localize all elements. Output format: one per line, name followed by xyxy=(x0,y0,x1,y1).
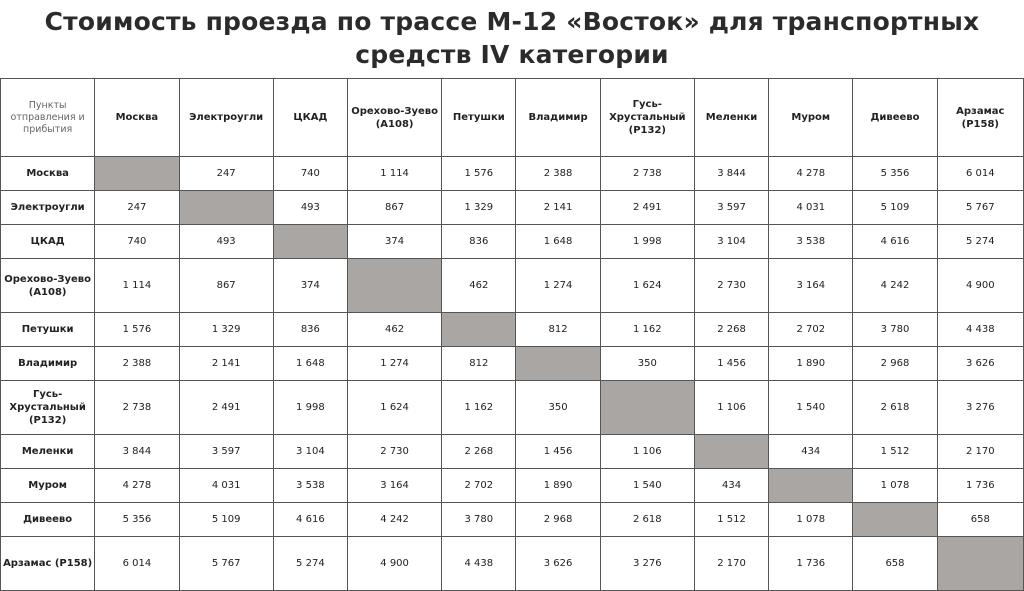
price-cell: 3 597 xyxy=(694,191,768,225)
price-cell: 2 968 xyxy=(853,347,937,381)
price-cell: 1 648 xyxy=(273,347,347,381)
price-cell: 2 738 xyxy=(600,157,694,191)
column-header: ЦКАД xyxy=(273,79,347,157)
diagonal-cell xyxy=(347,259,441,313)
column-header: Меленки xyxy=(694,79,768,157)
price-cell: 4 900 xyxy=(347,537,441,591)
price-cell: 5 356 xyxy=(95,503,179,537)
price-cell: 5 109 xyxy=(179,503,273,537)
price-cell: 1 512 xyxy=(694,503,768,537)
price-cell: 1 648 xyxy=(516,225,600,259)
price-cell: 812 xyxy=(516,313,600,347)
price-cell: 1 114 xyxy=(95,259,179,313)
price-cell: 434 xyxy=(694,469,768,503)
price-cell: 4 616 xyxy=(273,503,347,537)
price-cell: 5 274 xyxy=(937,225,1023,259)
price-cell: 867 xyxy=(347,191,441,225)
toll-price-table xyxy=(0,78,1024,591)
price-cell: 2 141 xyxy=(179,347,273,381)
price-cell: 2 388 xyxy=(95,347,179,381)
price-cell: 462 xyxy=(347,313,441,347)
price-cell: 2 730 xyxy=(694,259,768,313)
price-cell: 740 xyxy=(95,225,179,259)
price-cell: 2 491 xyxy=(600,191,694,225)
price-cell: 867 xyxy=(179,259,273,313)
row-header: Петушки xyxy=(1,313,95,347)
price-cell: 3 844 xyxy=(694,157,768,191)
price-cell: 350 xyxy=(516,381,600,435)
table-row xyxy=(1,347,1024,381)
diagonal-cell xyxy=(600,381,694,435)
price-cell: 5 767 xyxy=(937,191,1023,225)
price-cell: 3 780 xyxy=(853,313,937,347)
price-cell: 2 170 xyxy=(694,537,768,591)
price-cell: 434 xyxy=(769,435,853,469)
column-header: Арзамас (Р158) xyxy=(937,79,1023,157)
price-cell: 5 109 xyxy=(853,191,937,225)
price-cell: 4 900 xyxy=(937,259,1023,313)
price-cell: 3 164 xyxy=(347,469,441,503)
price-cell: 4 278 xyxy=(95,469,179,503)
column-header: Москва xyxy=(95,79,179,157)
row-header: Муром xyxy=(1,469,95,503)
price-cell: 1 329 xyxy=(442,191,516,225)
price-cell: 1 274 xyxy=(347,347,441,381)
price-cell: 247 xyxy=(179,157,273,191)
price-cell: 658 xyxy=(853,537,937,591)
row-header: Гусь-Хрустальный (Р132) xyxy=(1,381,95,435)
table-row xyxy=(1,537,1024,591)
price-cell: 1 576 xyxy=(442,157,516,191)
diagonal-cell xyxy=(95,157,179,191)
price-cell: 1 456 xyxy=(516,435,600,469)
price-cell: 836 xyxy=(273,313,347,347)
price-cell: 4 616 xyxy=(853,225,937,259)
price-cell: 1 998 xyxy=(600,225,694,259)
price-cell: 3 276 xyxy=(937,381,1023,435)
row-header: Дивеево xyxy=(1,503,95,537)
page-title: Стоимость проезда по трассе М-12 «Восток» для транспортных средств IV категории xyxy=(44,7,980,69)
price-cell: 740 xyxy=(273,157,347,191)
price-cell: 836 xyxy=(442,225,516,259)
price-cell: 4 278 xyxy=(769,157,853,191)
price-cell: 658 xyxy=(937,503,1023,537)
price-cell: 2 141 xyxy=(516,191,600,225)
price-cell: 6 014 xyxy=(937,157,1023,191)
price-cell: 247 xyxy=(95,191,179,225)
price-cell: 1 162 xyxy=(600,313,694,347)
price-cell: 1 078 xyxy=(853,469,937,503)
column-header: Электроугли xyxy=(179,79,273,157)
price-cell: 3 538 xyxy=(769,225,853,259)
price-cell: 2 170 xyxy=(937,435,1023,469)
price-cell: 2 491 xyxy=(179,381,273,435)
price-cell: 2 730 xyxy=(347,435,441,469)
diagonal-cell xyxy=(769,469,853,503)
price-cell: 1 576 xyxy=(95,313,179,347)
price-cell: 4 031 xyxy=(179,469,273,503)
price-cell: 3 844 xyxy=(95,435,179,469)
price-cell: 2 702 xyxy=(442,469,516,503)
diagonal-cell xyxy=(516,347,600,381)
price-cell: 4 031 xyxy=(769,191,853,225)
price-cell: 374 xyxy=(347,225,441,259)
price-cell: 6 014 xyxy=(95,537,179,591)
row-header: Меленки xyxy=(1,435,95,469)
price-cell: 3 164 xyxy=(769,259,853,313)
price-cell: 4 242 xyxy=(347,503,441,537)
price-cell: 3 597 xyxy=(179,435,273,469)
price-cell: 4 438 xyxy=(442,537,516,591)
row-header: Электроугли xyxy=(1,191,95,225)
price-cell: 1 890 xyxy=(769,347,853,381)
price-cell: 1 114 xyxy=(347,157,441,191)
price-cell: 5 356 xyxy=(853,157,937,191)
column-header: Владимир xyxy=(516,79,600,157)
price-cell: 2 618 xyxy=(600,503,694,537)
table-row xyxy=(1,225,1024,259)
price-cell: 1 106 xyxy=(600,435,694,469)
price-cell: 3 626 xyxy=(937,347,1023,381)
row-header: Москва xyxy=(1,157,95,191)
price-cell: 3 626 xyxy=(516,537,600,591)
price-cell: 5 274 xyxy=(273,537,347,591)
diagonal-cell xyxy=(273,225,347,259)
table-row xyxy=(1,435,1024,469)
table-row xyxy=(1,469,1024,503)
price-cell: 493 xyxy=(179,225,273,259)
price-cell: 350 xyxy=(600,347,694,381)
column-header: Дивеево xyxy=(853,79,937,157)
price-cell: 2 268 xyxy=(694,313,768,347)
price-cell: 1 736 xyxy=(769,537,853,591)
diagonal-cell xyxy=(442,313,516,347)
diagonal-cell xyxy=(853,503,937,537)
table-row xyxy=(1,157,1024,191)
table-row xyxy=(1,259,1024,313)
diagonal-cell xyxy=(694,435,768,469)
price-cell: 3 104 xyxy=(694,225,768,259)
price-cell: 1 456 xyxy=(694,347,768,381)
table-row xyxy=(1,381,1024,435)
column-header: Гусь-Хрустальный (Р132) xyxy=(600,79,694,157)
price-cell: 2 268 xyxy=(442,435,516,469)
column-header: Муром xyxy=(769,79,853,157)
price-cell: 3 538 xyxy=(273,469,347,503)
price-cell: 1 890 xyxy=(516,469,600,503)
price-cell: 1 329 xyxy=(179,313,273,347)
price-cell: 2 968 xyxy=(516,503,600,537)
diagonal-cell xyxy=(937,537,1023,591)
diagonal-cell xyxy=(179,191,273,225)
price-cell: 1 998 xyxy=(273,381,347,435)
price-cell: 3 780 xyxy=(442,503,516,537)
price-cell: 1 540 xyxy=(600,469,694,503)
price-cell: 1 512 xyxy=(853,435,937,469)
row-header: Арзамас (Р158) xyxy=(1,537,95,591)
column-header: Петушки xyxy=(442,79,516,157)
price-cell: 3 276 xyxy=(600,537,694,591)
price-cell: 1 624 xyxy=(347,381,441,435)
price-cell: 1 540 xyxy=(769,381,853,435)
column-header: Орехово-Зуево (А108) xyxy=(347,79,441,157)
price-cell: 2 702 xyxy=(769,313,853,347)
price-cell: 5 767 xyxy=(179,537,273,591)
price-cell: 4 242 xyxy=(853,259,937,313)
row-header: Владимир xyxy=(1,347,95,381)
price-cell: 1 274 xyxy=(516,259,600,313)
table-row xyxy=(1,313,1024,347)
price-cell: 2 388 xyxy=(516,157,600,191)
price-cell: 1 624 xyxy=(600,259,694,313)
price-cell: 1 078 xyxy=(769,503,853,537)
price-cell: 2 618 xyxy=(853,381,937,435)
table-row xyxy=(1,191,1024,225)
table-row xyxy=(1,503,1024,537)
price-cell: 374 xyxy=(273,259,347,313)
price-cell: 1 106 xyxy=(694,381,768,435)
price-cell: 2 738 xyxy=(95,381,179,435)
price-cell: 1 736 xyxy=(937,469,1023,503)
corner-label: Пункты отправления и прибытия xyxy=(1,79,95,157)
price-cell: 3 104 xyxy=(273,435,347,469)
price-cell: 493 xyxy=(273,191,347,225)
price-cell: 812 xyxy=(442,347,516,381)
price-cell: 4 438 xyxy=(937,313,1023,347)
row-header: ЦКАД xyxy=(1,225,95,259)
price-cell: 462 xyxy=(442,259,516,313)
header-row xyxy=(1,79,1024,157)
price-cell: 1 162 xyxy=(442,381,516,435)
row-header: Орехово-Зуево (А108) xyxy=(1,259,95,313)
